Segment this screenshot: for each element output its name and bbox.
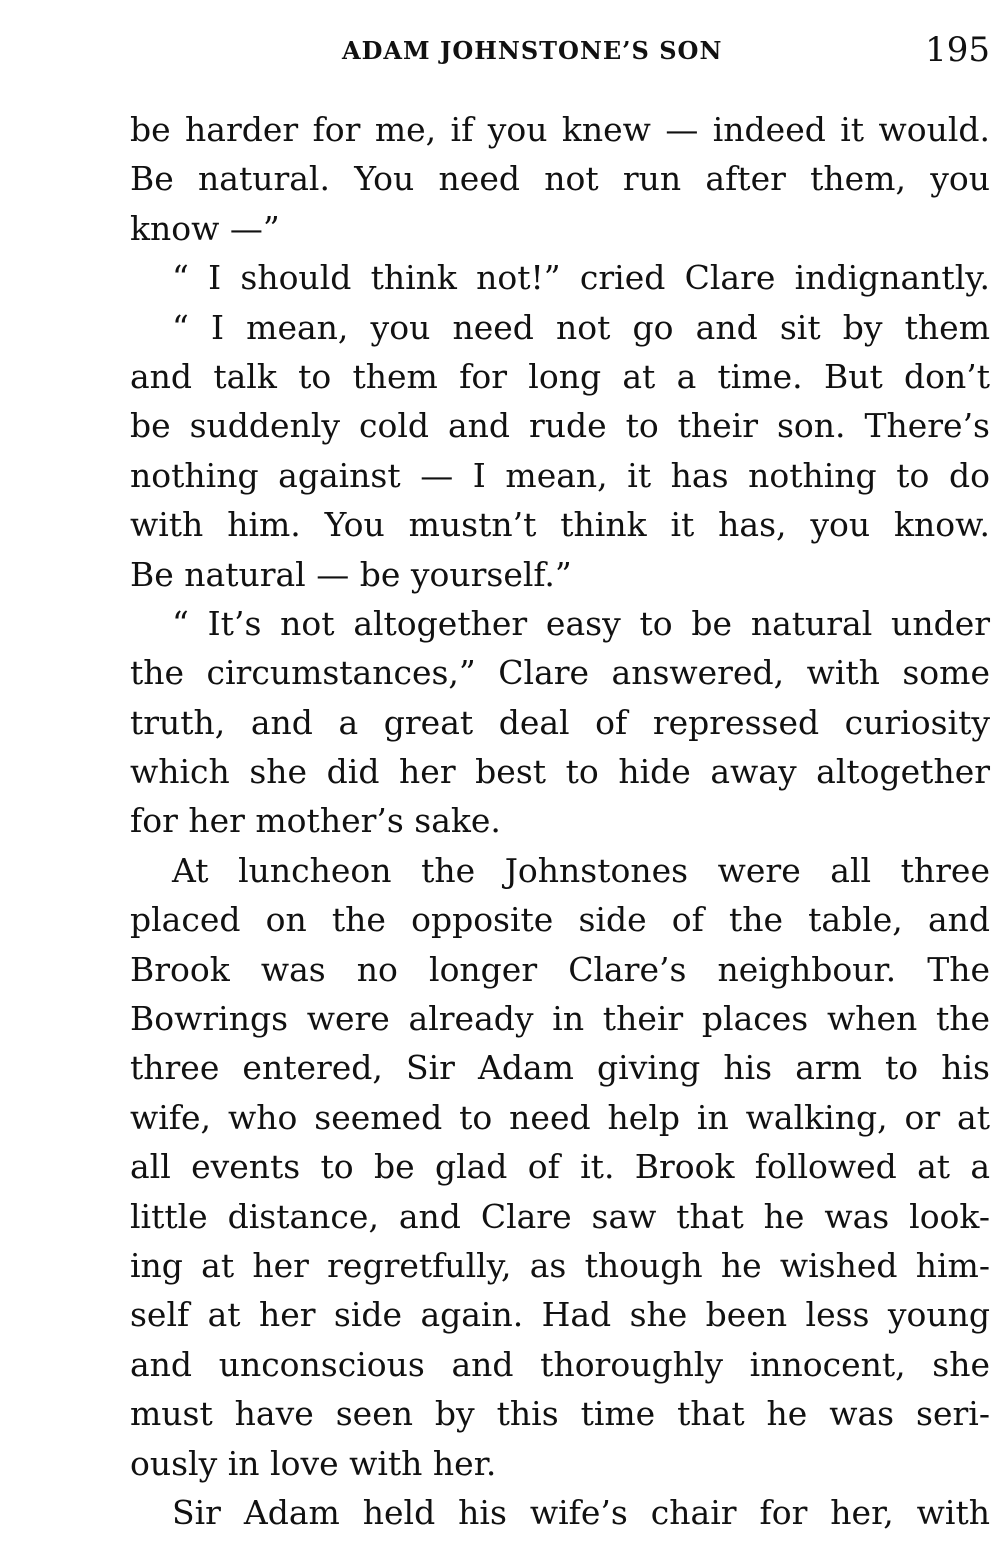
text-line: Brook was no longer Clare’s neighbour. The bbox=[130, 949, 990, 989]
text-line: “ I mean, you need not go and sit by them bbox=[172, 307, 990, 347]
text-line: three entered, Sir Adam giving his arm to his bbox=[130, 1048, 990, 1088]
text-line: and unconscious and thoroughly innocent, she bbox=[130, 1344, 990, 1384]
text-line: the circumstances,” Clare answered, with some bbox=[130, 653, 990, 693]
text-line: nothing against — I mean, it has nothing to do bbox=[130, 455, 990, 495]
text-line: Bowrings were already in their places when the bbox=[130, 999, 990, 1039]
text-line: self at her side again. Had she been less young bbox=[130, 1295, 990, 1335]
text-line: wife, who seemed to need help in walking, or at bbox=[130, 1097, 990, 1137]
text-line: be suddenly cold and rude to their son. There’s bbox=[130, 406, 990, 446]
text-line: must have seen by this time that he was seri- bbox=[130, 1394, 990, 1434]
running-head bbox=[130, 30, 990, 74]
text-line: be harder for me, if you knew — indeed it would. bbox=[130, 110, 990, 149]
text-line: ously in love with her. bbox=[130, 1443, 497, 1483]
text-line: At luncheon the Johnstones were all three bbox=[172, 850, 990, 890]
text-line: Be natural. You need not run after them, you bbox=[130, 159, 990, 199]
text-line: and talk to them for long at a time. But don’t bbox=[130, 356, 990, 396]
text-line: all events to be glad of it. Brook followed at a bbox=[130, 1147, 990, 1187]
text-line: which she did her best to hide away altogether bbox=[130, 752, 990, 792]
body-text bbox=[130, 105, 990, 1537]
text-line: placed on the opposite side of the table, and bbox=[130, 900, 990, 940]
running-title: ADAM JOHNSTONE’S SON bbox=[342, 36, 723, 65]
text-line: for her mother’s sake. bbox=[130, 801, 501, 841]
page-number: 195 bbox=[925, 30, 990, 70]
text-line: Sir Adam held his wife’s chair for her, with bbox=[172, 1492, 990, 1532]
text-line: “ I should think not!” cried Clare indignantly. bbox=[172, 258, 990, 298]
text-line: little distance, and Clare saw that he was look- bbox=[130, 1196, 990, 1236]
text-line: truth, and a great deal of repressed curiosity bbox=[130, 702, 990, 742]
text-line: “ It’s not altogether easy to be natural under bbox=[172, 603, 990, 643]
text-line: know —” bbox=[130, 208, 280, 248]
text-line: Be natural — be yourself.” bbox=[130, 554, 572, 594]
text-line: with him. You mustn’t think it has, you know. bbox=[130, 505, 990, 545]
text-line: ing at her regretfully, as though he wished him- bbox=[130, 1245, 990, 1285]
